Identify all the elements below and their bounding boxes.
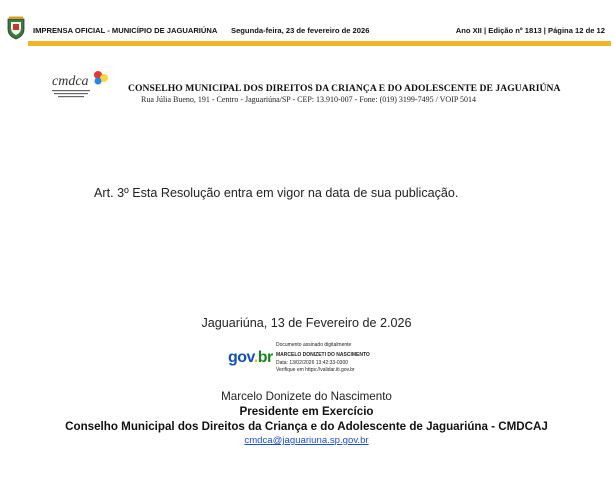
signer-role: Presidente em Exercício (239, 405, 374, 418)
header-date: Segunda-feira, 23 de fevereiro de 2026 (231, 26, 370, 35)
signer-name: Marcelo Donizete do Nascimento (221, 390, 392, 403)
org-address: Rua Júlia Bueno, 191 - Centro - Jaguariúna/SP - CEP: 13.910-007 - Fone: (019) 3199-7495 / VOIP 5014 (141, 95, 477, 104)
signature-stamp-verify: Verifique em https://validar.iti.gov.br (276, 367, 355, 373)
council-name: Conselho Municipal dos Direitos da Criança e do Adolescente de Jaguariúna - CMDCAJ (65, 420, 548, 433)
signature-stamp-name: MARCELO DONIZETI DO NASCIMENTO (276, 352, 370, 358)
signature-stamp-date: Data: 13/02/2026 13:42:33-0300 (276, 360, 349, 366)
svg-text:cmdca: cmdca (52, 74, 89, 89)
email-link[interactable]: cmdca@jaguariuna.sp.gov.br (244, 435, 369, 446)
municipal-crest-icon (6, 16, 26, 40)
org-title: CONSELHO MUNICIPAL DOS DIREITOS DA CRIANÇA E DO ADOLESCENTE DE JAGUARIÚNA (128, 83, 561, 94)
cmdca-logo-icon (50, 70, 110, 102)
header-divider (28, 41, 611, 46)
govbr-logo-dot: . (253, 349, 258, 366)
header-edition: Ano XII | Edição nº 1813 | Página 12 de 12 (455, 26, 605, 35)
header-publication: IMPRENSA OFICIAL - MUNICÍPIO DE JAGUARIÚNA (33, 26, 218, 35)
page-header (0, 0, 613, 42)
article-text: Art. 3º Esta Resolução entra em vigor na data de sua publicação. (94, 186, 459, 200)
date-line: Jaguariúna, 13 de Fevereiro de 2.026 (201, 316, 412, 330)
email-container (0, 435, 613, 446)
govbr-logo (228, 349, 273, 367)
signature-stamp-caption: Documento assinado digitalmente (276, 342, 352, 348)
govbr-logo-gov: gov (228, 349, 254, 366)
govbr-logo-br: br (257, 349, 273, 366)
